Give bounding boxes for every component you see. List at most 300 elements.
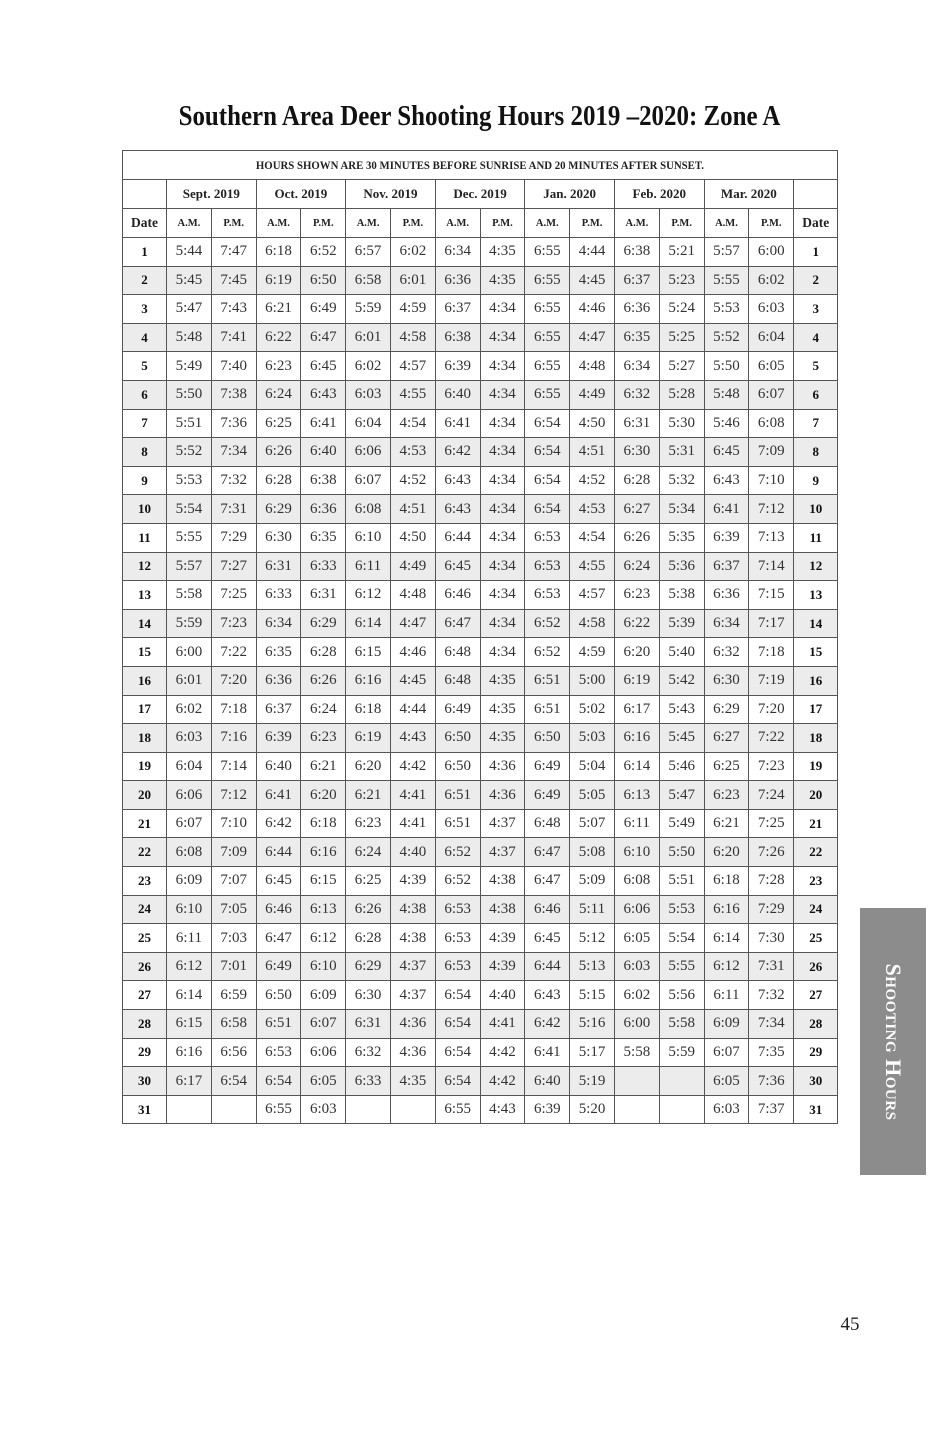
time-cell: 7:28 bbox=[749, 867, 794, 896]
time-cell: 6:44 bbox=[435, 523, 480, 552]
time-cell: 4:50 bbox=[390, 523, 435, 552]
date-cell: 4 bbox=[794, 323, 838, 352]
time-cell: 4:37 bbox=[390, 952, 435, 981]
table-row bbox=[123, 323, 838, 352]
time-cell: 4:37 bbox=[480, 809, 525, 838]
time-cell: 5:25 bbox=[659, 323, 704, 352]
time-cell: 5:49 bbox=[659, 809, 704, 838]
time-cell: 6:17 bbox=[167, 1067, 212, 1096]
time-cell: 5:53 bbox=[704, 295, 749, 324]
time-cell: 4:55 bbox=[390, 380, 435, 409]
time-cell: 6:46 bbox=[525, 895, 570, 924]
time-cell: 6:10 bbox=[614, 838, 659, 867]
time-cell: 6:16 bbox=[704, 895, 749, 924]
time-cell: 4:51 bbox=[570, 438, 615, 467]
time-cell: 7:18 bbox=[749, 638, 794, 667]
ampm-header-row bbox=[123, 209, 838, 238]
time-cell: 6:51 bbox=[256, 1010, 301, 1039]
time-cell: 5:17 bbox=[570, 1038, 615, 1067]
time-cell: 6:19 bbox=[614, 666, 659, 695]
time-cell: 5:52 bbox=[704, 323, 749, 352]
time-cell: 5:54 bbox=[167, 495, 212, 524]
time-cell: 5:59 bbox=[346, 295, 391, 324]
time-cell: 4:39 bbox=[390, 867, 435, 896]
time-cell: 7:20 bbox=[211, 666, 256, 695]
time-cell: 4:42 bbox=[480, 1067, 525, 1096]
date-cell: 14 bbox=[123, 609, 167, 638]
time-cell: 7:16 bbox=[211, 724, 256, 753]
time-cell: 6:54 bbox=[525, 409, 570, 438]
time-cell: 6:21 bbox=[301, 752, 346, 781]
time-cell: 6:16 bbox=[167, 1038, 212, 1067]
time-cell: 6:21 bbox=[346, 781, 391, 810]
time-cell: 5:36 bbox=[659, 552, 704, 581]
pm-column-header: P.M. bbox=[390, 209, 435, 238]
month-header-blank bbox=[794, 180, 838, 209]
time-cell: 7:18 bbox=[211, 695, 256, 724]
time-cell: 6:26 bbox=[256, 438, 301, 467]
time-cell: 4:47 bbox=[390, 609, 435, 638]
time-cell: 4:41 bbox=[390, 809, 435, 838]
time-cell: 6:45 bbox=[704, 438, 749, 467]
time-cell: 6:06 bbox=[346, 438, 391, 467]
time-cell: 6:53 bbox=[435, 895, 480, 924]
time-cell: 6:07 bbox=[749, 380, 794, 409]
time-cell: 6:02 bbox=[167, 695, 212, 724]
time-cell: 6:13 bbox=[614, 781, 659, 810]
time-cell: 4:38 bbox=[480, 867, 525, 896]
date-cell: 17 bbox=[794, 695, 838, 724]
time-cell: 6:55 bbox=[525, 352, 570, 381]
time-cell: 4:49 bbox=[390, 552, 435, 581]
time-cell: 4:34 bbox=[480, 523, 525, 552]
table-row bbox=[123, 1038, 838, 1067]
date-cell: 31 bbox=[123, 1095, 167, 1124]
time-cell: 6:01 bbox=[346, 323, 391, 352]
time-cell: 6:41 bbox=[435, 409, 480, 438]
time-cell: 4:40 bbox=[480, 981, 525, 1010]
time-cell: 4:35 bbox=[480, 695, 525, 724]
time-cell: 6:12 bbox=[301, 924, 346, 953]
table-row bbox=[123, 295, 838, 324]
time-cell: 6:17 bbox=[614, 695, 659, 724]
time-cell: 6:41 bbox=[525, 1038, 570, 1067]
time-cell: 6:49 bbox=[256, 952, 301, 981]
date-cell: 7 bbox=[794, 409, 838, 438]
time-cell: 6:14 bbox=[704, 924, 749, 953]
time-cell: 6:27 bbox=[614, 495, 659, 524]
time-cell: 6:14 bbox=[346, 609, 391, 638]
time-cell: 6:30 bbox=[704, 666, 749, 695]
am-column-header: A.M. bbox=[256, 209, 301, 238]
time-cell: 6:07 bbox=[301, 1010, 346, 1039]
time-cell: 6:29 bbox=[301, 609, 346, 638]
time-cell: 6:55 bbox=[525, 266, 570, 295]
time-cell: 6:09 bbox=[167, 867, 212, 896]
month-header-blank bbox=[123, 180, 167, 209]
time-cell: 6:52 bbox=[435, 838, 480, 867]
time-cell: 5:52 bbox=[167, 438, 212, 467]
time-cell: 6:01 bbox=[390, 266, 435, 295]
time-cell: 6:06 bbox=[167, 781, 212, 810]
date-cell: 23 bbox=[794, 867, 838, 896]
time-cell: 5:05 bbox=[570, 781, 615, 810]
time-cell: 6:32 bbox=[346, 1038, 391, 1067]
time-cell: 5:54 bbox=[659, 924, 704, 953]
time-cell: 6:54 bbox=[525, 466, 570, 495]
time-cell: 6:11 bbox=[346, 552, 391, 581]
time-cell bbox=[346, 1095, 391, 1124]
table-row bbox=[123, 1010, 838, 1039]
time-cell: 6:55 bbox=[435, 1095, 480, 1124]
time-cell: 6:54 bbox=[435, 1010, 480, 1039]
time-cell: 6:36 bbox=[435, 266, 480, 295]
table-row bbox=[123, 895, 838, 924]
time-cell: 5:47 bbox=[167, 295, 212, 324]
date-cell: 21 bbox=[123, 809, 167, 838]
time-cell: 6:55 bbox=[525, 323, 570, 352]
time-cell: 6:18 bbox=[346, 695, 391, 724]
time-cell: 7:01 bbox=[211, 952, 256, 981]
time-cell: 6:18 bbox=[256, 238, 301, 267]
time-cell: 4:37 bbox=[390, 981, 435, 1010]
time-cell: 5:30 bbox=[659, 409, 704, 438]
time-cell: 4:44 bbox=[570, 238, 615, 267]
table-row bbox=[123, 952, 838, 981]
time-cell: 4:46 bbox=[570, 295, 615, 324]
time-cell: 5:13 bbox=[570, 952, 615, 981]
time-cell: 6:44 bbox=[256, 838, 301, 867]
time-cell: 4:58 bbox=[570, 609, 615, 638]
date-cell: 30 bbox=[794, 1067, 838, 1096]
time-cell: 4:41 bbox=[390, 781, 435, 810]
time-cell: 6:30 bbox=[256, 523, 301, 552]
time-cell: 4:42 bbox=[390, 752, 435, 781]
time-cell: 6:53 bbox=[435, 952, 480, 981]
time-cell: 6:54 bbox=[525, 495, 570, 524]
date-cell: 26 bbox=[123, 952, 167, 981]
time-cell: 6:54 bbox=[435, 981, 480, 1010]
time-cell: 6:39 bbox=[435, 352, 480, 381]
time-cell: 6:47 bbox=[301, 323, 346, 352]
time-cell: 6:05 bbox=[301, 1067, 346, 1096]
time-cell: 6:38 bbox=[435, 323, 480, 352]
time-cell: 4:35 bbox=[480, 238, 525, 267]
time-cell: 6:53 bbox=[525, 552, 570, 581]
time-cell: 4:47 bbox=[570, 323, 615, 352]
time-cell: 6:33 bbox=[301, 552, 346, 581]
time-cell: 7:17 bbox=[749, 609, 794, 638]
table-row bbox=[123, 581, 838, 610]
time-cell: 6:09 bbox=[301, 981, 346, 1010]
time-cell: 6:23 bbox=[346, 809, 391, 838]
time-cell: 6:45 bbox=[301, 352, 346, 381]
time-cell: 5:15 bbox=[570, 981, 615, 1010]
date-cell: 30 bbox=[123, 1067, 167, 1096]
time-cell: 6:39 bbox=[256, 724, 301, 753]
table-row bbox=[123, 838, 838, 867]
date-cell: 29 bbox=[794, 1038, 838, 1067]
time-cell: 6:31 bbox=[614, 409, 659, 438]
time-cell: 5:31 bbox=[659, 438, 704, 467]
date-cell: 9 bbox=[794, 466, 838, 495]
time-cell: 6:23 bbox=[614, 581, 659, 610]
pm-column-header: P.M. bbox=[570, 209, 615, 238]
time-cell: 6:54 bbox=[211, 1067, 256, 1096]
time-cell: 6:28 bbox=[256, 466, 301, 495]
time-cell: 6:19 bbox=[256, 266, 301, 295]
time-cell: 6:47 bbox=[525, 867, 570, 896]
time-cell: 6:43 bbox=[435, 495, 480, 524]
time-cell: 7:37 bbox=[749, 1095, 794, 1124]
time-cell: 7:14 bbox=[211, 752, 256, 781]
time-cell: 5:50 bbox=[659, 838, 704, 867]
table-row bbox=[123, 466, 838, 495]
time-cell: 6:55 bbox=[525, 295, 570, 324]
date-cell: 1 bbox=[123, 238, 167, 267]
time-cell: 4:39 bbox=[480, 924, 525, 953]
time-cell: 5:04 bbox=[570, 752, 615, 781]
time-cell: 6:03 bbox=[704, 1095, 749, 1124]
time-cell: 6:03 bbox=[614, 952, 659, 981]
time-cell: 6:04 bbox=[749, 323, 794, 352]
time-cell: 6:07 bbox=[346, 466, 391, 495]
date-cell: 27 bbox=[123, 981, 167, 1010]
time-cell: 5:03 bbox=[570, 724, 615, 753]
time-cell: 7:22 bbox=[211, 638, 256, 667]
time-cell: 6:50 bbox=[525, 724, 570, 753]
date-cell: 28 bbox=[123, 1010, 167, 1039]
date-cell: 8 bbox=[794, 438, 838, 467]
time-cell: 7:22 bbox=[749, 724, 794, 753]
date-cell: 24 bbox=[794, 895, 838, 924]
time-cell: 6:54 bbox=[435, 1038, 480, 1067]
time-cell: 4:57 bbox=[570, 581, 615, 610]
time-cell: 6:28 bbox=[346, 924, 391, 953]
time-cell: 5:27 bbox=[659, 352, 704, 381]
time-cell: 4:44 bbox=[390, 695, 435, 724]
time-cell: 6:49 bbox=[525, 752, 570, 781]
table-row bbox=[123, 266, 838, 295]
time-cell: 7:30 bbox=[749, 924, 794, 953]
time-cell: 7:20 bbox=[749, 695, 794, 724]
time-cell bbox=[390, 1095, 435, 1124]
month-header-row bbox=[123, 180, 838, 209]
time-cell: 6:53 bbox=[525, 581, 570, 610]
time-cell: 5:21 bbox=[659, 238, 704, 267]
time-cell bbox=[659, 1067, 704, 1096]
time-cell: 6:54 bbox=[525, 438, 570, 467]
time-cell: 6:51 bbox=[435, 781, 480, 810]
time-cell: 7:41 bbox=[211, 323, 256, 352]
time-cell: 4:34 bbox=[480, 638, 525, 667]
time-cell: 7:31 bbox=[749, 952, 794, 981]
time-cell: 6:11 bbox=[704, 981, 749, 1010]
time-cell: 6:48 bbox=[435, 638, 480, 667]
time-cell: 7:12 bbox=[749, 495, 794, 524]
time-cell: 6:01 bbox=[167, 666, 212, 695]
date-cell: 16 bbox=[123, 666, 167, 695]
time-cell: 6:21 bbox=[704, 809, 749, 838]
time-cell: 6:24 bbox=[614, 552, 659, 581]
time-cell: 4:50 bbox=[570, 409, 615, 438]
time-cell: 5:58 bbox=[167, 581, 212, 610]
time-cell: 6:33 bbox=[346, 1067, 391, 1096]
time-cell: 6:40 bbox=[525, 1067, 570, 1096]
pm-column-header: P.M. bbox=[301, 209, 346, 238]
time-cell: 6:39 bbox=[704, 523, 749, 552]
time-cell: 7:36 bbox=[749, 1067, 794, 1096]
date-cell: 8 bbox=[123, 438, 167, 467]
time-cell: 4:34 bbox=[480, 438, 525, 467]
time-cell: 6:43 bbox=[525, 981, 570, 1010]
time-cell: 4:52 bbox=[390, 466, 435, 495]
date-cell: 11 bbox=[123, 523, 167, 552]
time-cell: 4:55 bbox=[570, 552, 615, 581]
time-cell: 6:16 bbox=[346, 666, 391, 695]
time-cell: 6:37 bbox=[704, 552, 749, 581]
table-row bbox=[123, 695, 838, 724]
time-cell: 5:59 bbox=[167, 609, 212, 638]
time-cell: 5:49 bbox=[167, 352, 212, 381]
time-cell: 7:15 bbox=[749, 581, 794, 610]
time-cell: 4:34 bbox=[480, 380, 525, 409]
time-cell: 5:58 bbox=[659, 1010, 704, 1039]
time-cell: 6:31 bbox=[301, 581, 346, 610]
time-cell: 6:03 bbox=[167, 724, 212, 753]
am-column-header: A.M. bbox=[167, 209, 212, 238]
time-cell: 7:23 bbox=[749, 752, 794, 781]
time-cell: 6:12 bbox=[704, 952, 749, 981]
time-cell: 6:06 bbox=[301, 1038, 346, 1067]
time-cell: 6:36 bbox=[704, 581, 749, 610]
time-cell: 6:34 bbox=[435, 238, 480, 267]
time-cell: 6:39 bbox=[525, 1095, 570, 1124]
time-cell: 5:51 bbox=[659, 867, 704, 896]
time-cell: 7:35 bbox=[749, 1038, 794, 1067]
time-cell: 5:28 bbox=[659, 380, 704, 409]
pm-column-header: P.M. bbox=[211, 209, 256, 238]
time-cell: 4:34 bbox=[480, 409, 525, 438]
date-cell: 11 bbox=[794, 523, 838, 552]
date-cell: 1 bbox=[794, 238, 838, 267]
time-cell: 6:52 bbox=[525, 609, 570, 638]
date-cell: 2 bbox=[123, 266, 167, 295]
time-cell: 6:51 bbox=[525, 695, 570, 724]
time-cell: 6:29 bbox=[346, 952, 391, 981]
time-cell: 6:16 bbox=[614, 724, 659, 753]
time-cell: 7:09 bbox=[749, 438, 794, 467]
notice-row bbox=[123, 151, 838, 180]
shooting-hours-table bbox=[122, 150, 838, 1124]
time-cell: 6:34 bbox=[704, 609, 749, 638]
table-row bbox=[123, 1067, 838, 1096]
time-cell: 5:34 bbox=[659, 495, 704, 524]
time-cell: 7:45 bbox=[211, 266, 256, 295]
time-cell: 6:30 bbox=[614, 438, 659, 467]
time-cell: 4:59 bbox=[390, 295, 435, 324]
time-cell: 6:52 bbox=[525, 638, 570, 667]
time-cell: 6:38 bbox=[614, 238, 659, 267]
time-cell: 6:48 bbox=[435, 666, 480, 695]
time-cell: 4:34 bbox=[480, 609, 525, 638]
time-cell: 6:13 bbox=[301, 895, 346, 924]
time-cell: 6:22 bbox=[256, 323, 301, 352]
time-cell: 7:38 bbox=[211, 380, 256, 409]
time-cell: 6:20 bbox=[704, 838, 749, 867]
table-row bbox=[123, 752, 838, 781]
time-cell: 6:27 bbox=[704, 724, 749, 753]
time-cell: 6:00 bbox=[614, 1010, 659, 1039]
time-cell: 4:52 bbox=[570, 466, 615, 495]
time-cell: 6:10 bbox=[301, 952, 346, 981]
date-cell: 6 bbox=[123, 380, 167, 409]
time-cell: 4:34 bbox=[480, 495, 525, 524]
time-cell: 7:12 bbox=[211, 781, 256, 810]
time-cell: 5:40 bbox=[659, 638, 704, 667]
time-cell: 6:31 bbox=[256, 552, 301, 581]
time-cell: 6:03 bbox=[301, 1095, 346, 1124]
time-cell: 6:42 bbox=[525, 1010, 570, 1039]
time-cell: 6:59 bbox=[211, 981, 256, 1010]
time-cell: 6:53 bbox=[435, 924, 480, 953]
time-cell: 6:52 bbox=[301, 238, 346, 267]
time-cell: 6:34 bbox=[256, 609, 301, 638]
time-cell: 6:46 bbox=[256, 895, 301, 924]
time-cell: 6:18 bbox=[704, 867, 749, 896]
time-cell: 6:16 bbox=[301, 838, 346, 867]
time-cell: 7:05 bbox=[211, 895, 256, 924]
time-cell: 4:35 bbox=[480, 724, 525, 753]
time-cell: 5:43 bbox=[659, 695, 704, 724]
table-row bbox=[123, 809, 838, 838]
time-cell: 6:11 bbox=[167, 924, 212, 953]
month-header: Dec. 2019 bbox=[435, 180, 525, 209]
time-cell: 6:25 bbox=[704, 752, 749, 781]
time-cell: 7:36 bbox=[211, 409, 256, 438]
pm-column-header: P.M. bbox=[749, 209, 794, 238]
time-cell: 6:24 bbox=[256, 380, 301, 409]
time-cell: 6:14 bbox=[614, 752, 659, 781]
time-cell: 7:03 bbox=[211, 924, 256, 953]
time-cell: 6:08 bbox=[346, 495, 391, 524]
date-cell: 10 bbox=[794, 495, 838, 524]
time-cell: 5:39 bbox=[659, 609, 704, 638]
date-cell: 12 bbox=[123, 552, 167, 581]
time-cell: 6:56 bbox=[211, 1038, 256, 1067]
time-cell: 6:58 bbox=[211, 1010, 256, 1039]
time-cell: 6:45 bbox=[525, 924, 570, 953]
time-cell: 6:50 bbox=[256, 981, 301, 1010]
time-cell: 6:23 bbox=[704, 781, 749, 810]
time-cell: 6:38 bbox=[301, 466, 346, 495]
time-cell: 6:51 bbox=[525, 666, 570, 695]
time-cell: 7:24 bbox=[749, 781, 794, 810]
month-header: Nov. 2019 bbox=[346, 180, 436, 209]
time-cell: 6:32 bbox=[704, 638, 749, 667]
time-cell: 4:34 bbox=[480, 295, 525, 324]
date-cell: 14 bbox=[794, 609, 838, 638]
time-cell: 6:03 bbox=[346, 380, 391, 409]
time-cell: 6:05 bbox=[614, 924, 659, 953]
time-cell: 5:47 bbox=[659, 781, 704, 810]
time-cell: 7:29 bbox=[211, 523, 256, 552]
date-cell: 31 bbox=[794, 1095, 838, 1124]
am-column-header: A.M. bbox=[704, 209, 749, 238]
pm-column-header: P.M. bbox=[659, 209, 704, 238]
date-cell: 4 bbox=[123, 323, 167, 352]
time-cell: 5:48 bbox=[704, 380, 749, 409]
